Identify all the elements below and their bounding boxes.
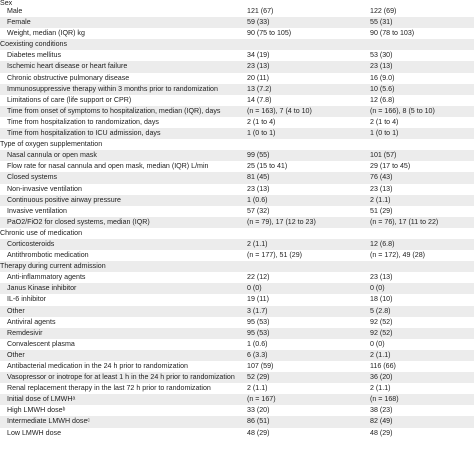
table-row [0, 405, 474, 416]
row-label: Type of oxygen supplementation [0, 140, 103, 149]
table-row [0, 161, 474, 172]
row-label: Other [7, 350, 25, 359]
group-2-value: 0 (0) [370, 339, 385, 348]
group-1-value: 1 (0.6) [247, 339, 268, 348]
group-2-value: 2 (1.1) [370, 384, 391, 393]
group-2-value: 29 (17 to 45) [370, 162, 411, 171]
section-header-row [0, 139, 474, 150]
group-2-value: 101 (57) [370, 151, 397, 160]
row-label: Convalescent plasma [7, 339, 75, 348]
group-1-value: 52 (29) [247, 373, 270, 382]
table-row [0, 428, 474, 439]
group-2-value: 92 (52) [370, 317, 393, 326]
section-header-row [0, 39, 474, 50]
group-1-value: 57 (32) [247, 206, 270, 215]
group-1-value: (n = 163), 7 (4 to 10) [247, 106, 312, 115]
group-1-value: 19 (11) [247, 295, 269, 304]
group-1-value: 121 (67) [247, 7, 274, 15]
group-2-value: 2 (1.1) [370, 350, 391, 359]
row-label: Sex [0, 0, 13, 7]
group-2-value: 116 (66) [370, 362, 396, 370]
table-row [0, 372, 474, 383]
table-row [0, 128, 474, 139]
row-label: Time from onset of symptoms to hospitalization, median (IQR), days [7, 106, 221, 115]
group-1-value: 90 (75 to 105) [247, 29, 292, 38]
group-1-value: 22 (12) [247, 273, 270, 282]
table-row [0, 383, 474, 394]
group-2-value: 53 (30) [370, 51, 393, 60]
table-row [0, 6, 474, 17]
group-1-value: 95 (53) [247, 317, 270, 326]
group-1-value: (n = 167) [247, 395, 276, 404]
table-row [0, 206, 474, 217]
row-label: Remdesivir [7, 328, 43, 337]
group-2-value: 12 (6.8) [370, 95, 395, 104]
table-row [0, 416, 474, 427]
table-row [0, 150, 474, 161]
row-label: Chronic obstructive pulmonary disease [7, 73, 130, 82]
table-row [0, 350, 474, 361]
group-2-value: 76 (43) [370, 173, 393, 182]
group-2-value: 90 (78 to 103) [370, 29, 415, 38]
table-row [0, 250, 474, 261]
group-1-value: 81 (45) [247, 173, 270, 182]
row-label: Corticosteroids [7, 239, 55, 248]
row-label: Female [7, 18, 31, 27]
section-header-row [0, 228, 474, 239]
row-label: Antithrombotic medication [7, 251, 89, 260]
row-label: Anti-inflammatory agents [7, 273, 86, 282]
group-1-value: 95 (53) [247, 328, 270, 337]
row-label: Therapy during current admission [0, 262, 106, 271]
table-row [0, 328, 474, 339]
group-2-value: 16 (9.0) [370, 73, 395, 82]
table-row [0, 17, 474, 28]
row-label: Low LMWH dose [7, 428, 62, 437]
group-2-value: 18 (10) [370, 295, 393, 304]
table-row [0, 106, 474, 117]
group-2-value: 92 (52) [370, 328, 393, 337]
group-1-value: 1 (0 to 1) [247, 129, 276, 138]
group-2-value: 48 (29) [370, 428, 393, 437]
row-label: Invasive ventilation [7, 206, 67, 215]
table-row [0, 61, 474, 72]
row-label: Initial dose of LMWHᵃ [7, 395, 76, 404]
group-2-value: (n = 166), 8 (5 to 10) [370, 106, 435, 115]
group-2-value: 2 (1 to 4) [370, 117, 399, 126]
table-row [0, 239, 474, 250]
group-1-value: (n = 177), 51 (29) [247, 251, 303, 260]
row-label: Time from hospitalization to ICU admission, days [7, 129, 161, 138]
group-2-value: 122 (69) [370, 7, 397, 15]
row-label: Non-invasive ventilation [7, 184, 82, 193]
group-1-value: 2 (1 to 4) [247, 117, 276, 126]
row-label: Other [7, 306, 25, 315]
group-2-value: 10 (5.6) [370, 84, 395, 93]
row-label: Chronic use of medication [0, 228, 83, 237]
group-1-value: 3 (1.7) [247, 306, 268, 315]
row-label: Time from hospitalization to randomization, days [7, 117, 159, 126]
group-1-value: 2 (1.1) [247, 239, 268, 248]
row-label: Immunosuppressive therapy within 3 months prior to randomization [7, 84, 218, 93]
group-2-value: 1 (0 to 1) [370, 129, 399, 138]
table-row [0, 339, 474, 350]
group-1-value: 0 (0) [247, 284, 262, 293]
row-label: High LMWH doseᵇ [7, 406, 66, 415]
row-label: Antibacterial medication in the 24 h prior to randomization [7, 362, 188, 370]
group-1-value: 23 (13) [247, 184, 270, 193]
group-2-value: (n = 172), 49 (28) [370, 251, 426, 260]
group-2-value: 23 (13) [370, 273, 393, 282]
group-2-value: 23 (13) [370, 184, 393, 193]
table-row [0, 50, 474, 61]
group-1-value: 99 (55) [247, 151, 270, 160]
row-label: Closed systems [7, 173, 58, 182]
table-row [0, 394, 474, 405]
group-2-value: 38 (23) [370, 406, 393, 415]
group-1-value: 25 (15 to 41) [247, 162, 288, 171]
table-row [0, 95, 474, 106]
table-row [0, 272, 474, 283]
row-label: Nasal cannula or open mask [7, 151, 97, 160]
row-label: IL-6 inhibitor [7, 295, 47, 304]
row-label: Vasopressor or inotrope for at least 1 h in the 24 h prior to randomization [7, 373, 235, 382]
table-row [0, 217, 474, 228]
group-2-value: 2 (1.1) [370, 195, 391, 204]
row-label: Male [7, 7, 23, 15]
row-label: Coexisting conditions [0, 40, 68, 49]
group-2-value: 12 (6.8) [370, 239, 395, 248]
group-1-value: 48 (29) [247, 428, 270, 437]
group-1-value: 86 (51) [247, 417, 270, 426]
group-2-value: 23 (13) [370, 62, 393, 71]
group-2-value: 82 (49) [370, 417, 393, 426]
group-1-value: 20 (11) [247, 73, 269, 82]
group-2-value: 51 (29) [370, 206, 393, 215]
group-1-value: 107 (59) [247, 362, 274, 370]
table-row [0, 306, 474, 317]
group-2-value: (n = 168) [370, 395, 399, 404]
group-1-value: 14 (7.8) [247, 95, 272, 104]
group-1-value: 34 (19) [247, 51, 270, 60]
section-header-row [0, 261, 474, 272]
group-1-value: (n = 79), 17 (12 to 23) [247, 217, 316, 226]
group-1-value: 1 (0.6) [247, 195, 268, 204]
table-row [0, 294, 474, 305]
table-row [0, 28, 474, 39]
row-label: Ischemic heart disease or heart failure [7, 62, 128, 71]
group-2-value: 5 (2.8) [370, 306, 391, 315]
table-row [0, 317, 474, 328]
row-label: Renal replacement therapy in the last 72 h prior to randomization [7, 384, 211, 393]
row-label: Weight, median (IQR) kg [7, 29, 85, 38]
group-1-value: 13 (7.2) [247, 84, 272, 93]
row-label: Limitations of care (life support or CPR) [7, 95, 132, 104]
row-label: Flow rate for nasal cannula and open mask, median (IQR) L/min [7, 162, 209, 171]
table-row [0, 73, 474, 84]
table-row [0, 184, 474, 195]
group-2-value: (n = 76), 17 (11 to 22) [370, 217, 439, 226]
table-row [0, 117, 474, 128]
row-label: Janus Kinase inhibitor [7, 284, 77, 293]
group-1-value: 23 (13) [247, 62, 270, 71]
group-1-value: 2 (1.1) [247, 384, 268, 393]
group-1-value: 6 (3.3) [247, 350, 268, 359]
row-label: PaO2/FiO2 for closed systems, median (IQR) [7, 217, 150, 226]
group-1-value: 33 (20) [247, 406, 270, 415]
row-label: Antiviral agents [7, 317, 56, 326]
table-row [0, 84, 474, 95]
group-2-value: 55 (31) [370, 18, 393, 27]
table-row [0, 195, 474, 206]
row-label: Continuous positive airway pressure [7, 195, 121, 204]
table-row [0, 361, 474, 372]
group-1-value: 59 (33) [247, 18, 270, 27]
row-label: Diabetes mellitus [7, 51, 62, 60]
group-2-value: 36 (20) [370, 373, 393, 382]
table-row [0, 172, 474, 183]
table-row [0, 283, 474, 294]
row-label: Intermediate LMWH doseᶜ [7, 417, 90, 426]
group-2-value: 0 (0) [370, 284, 385, 293]
